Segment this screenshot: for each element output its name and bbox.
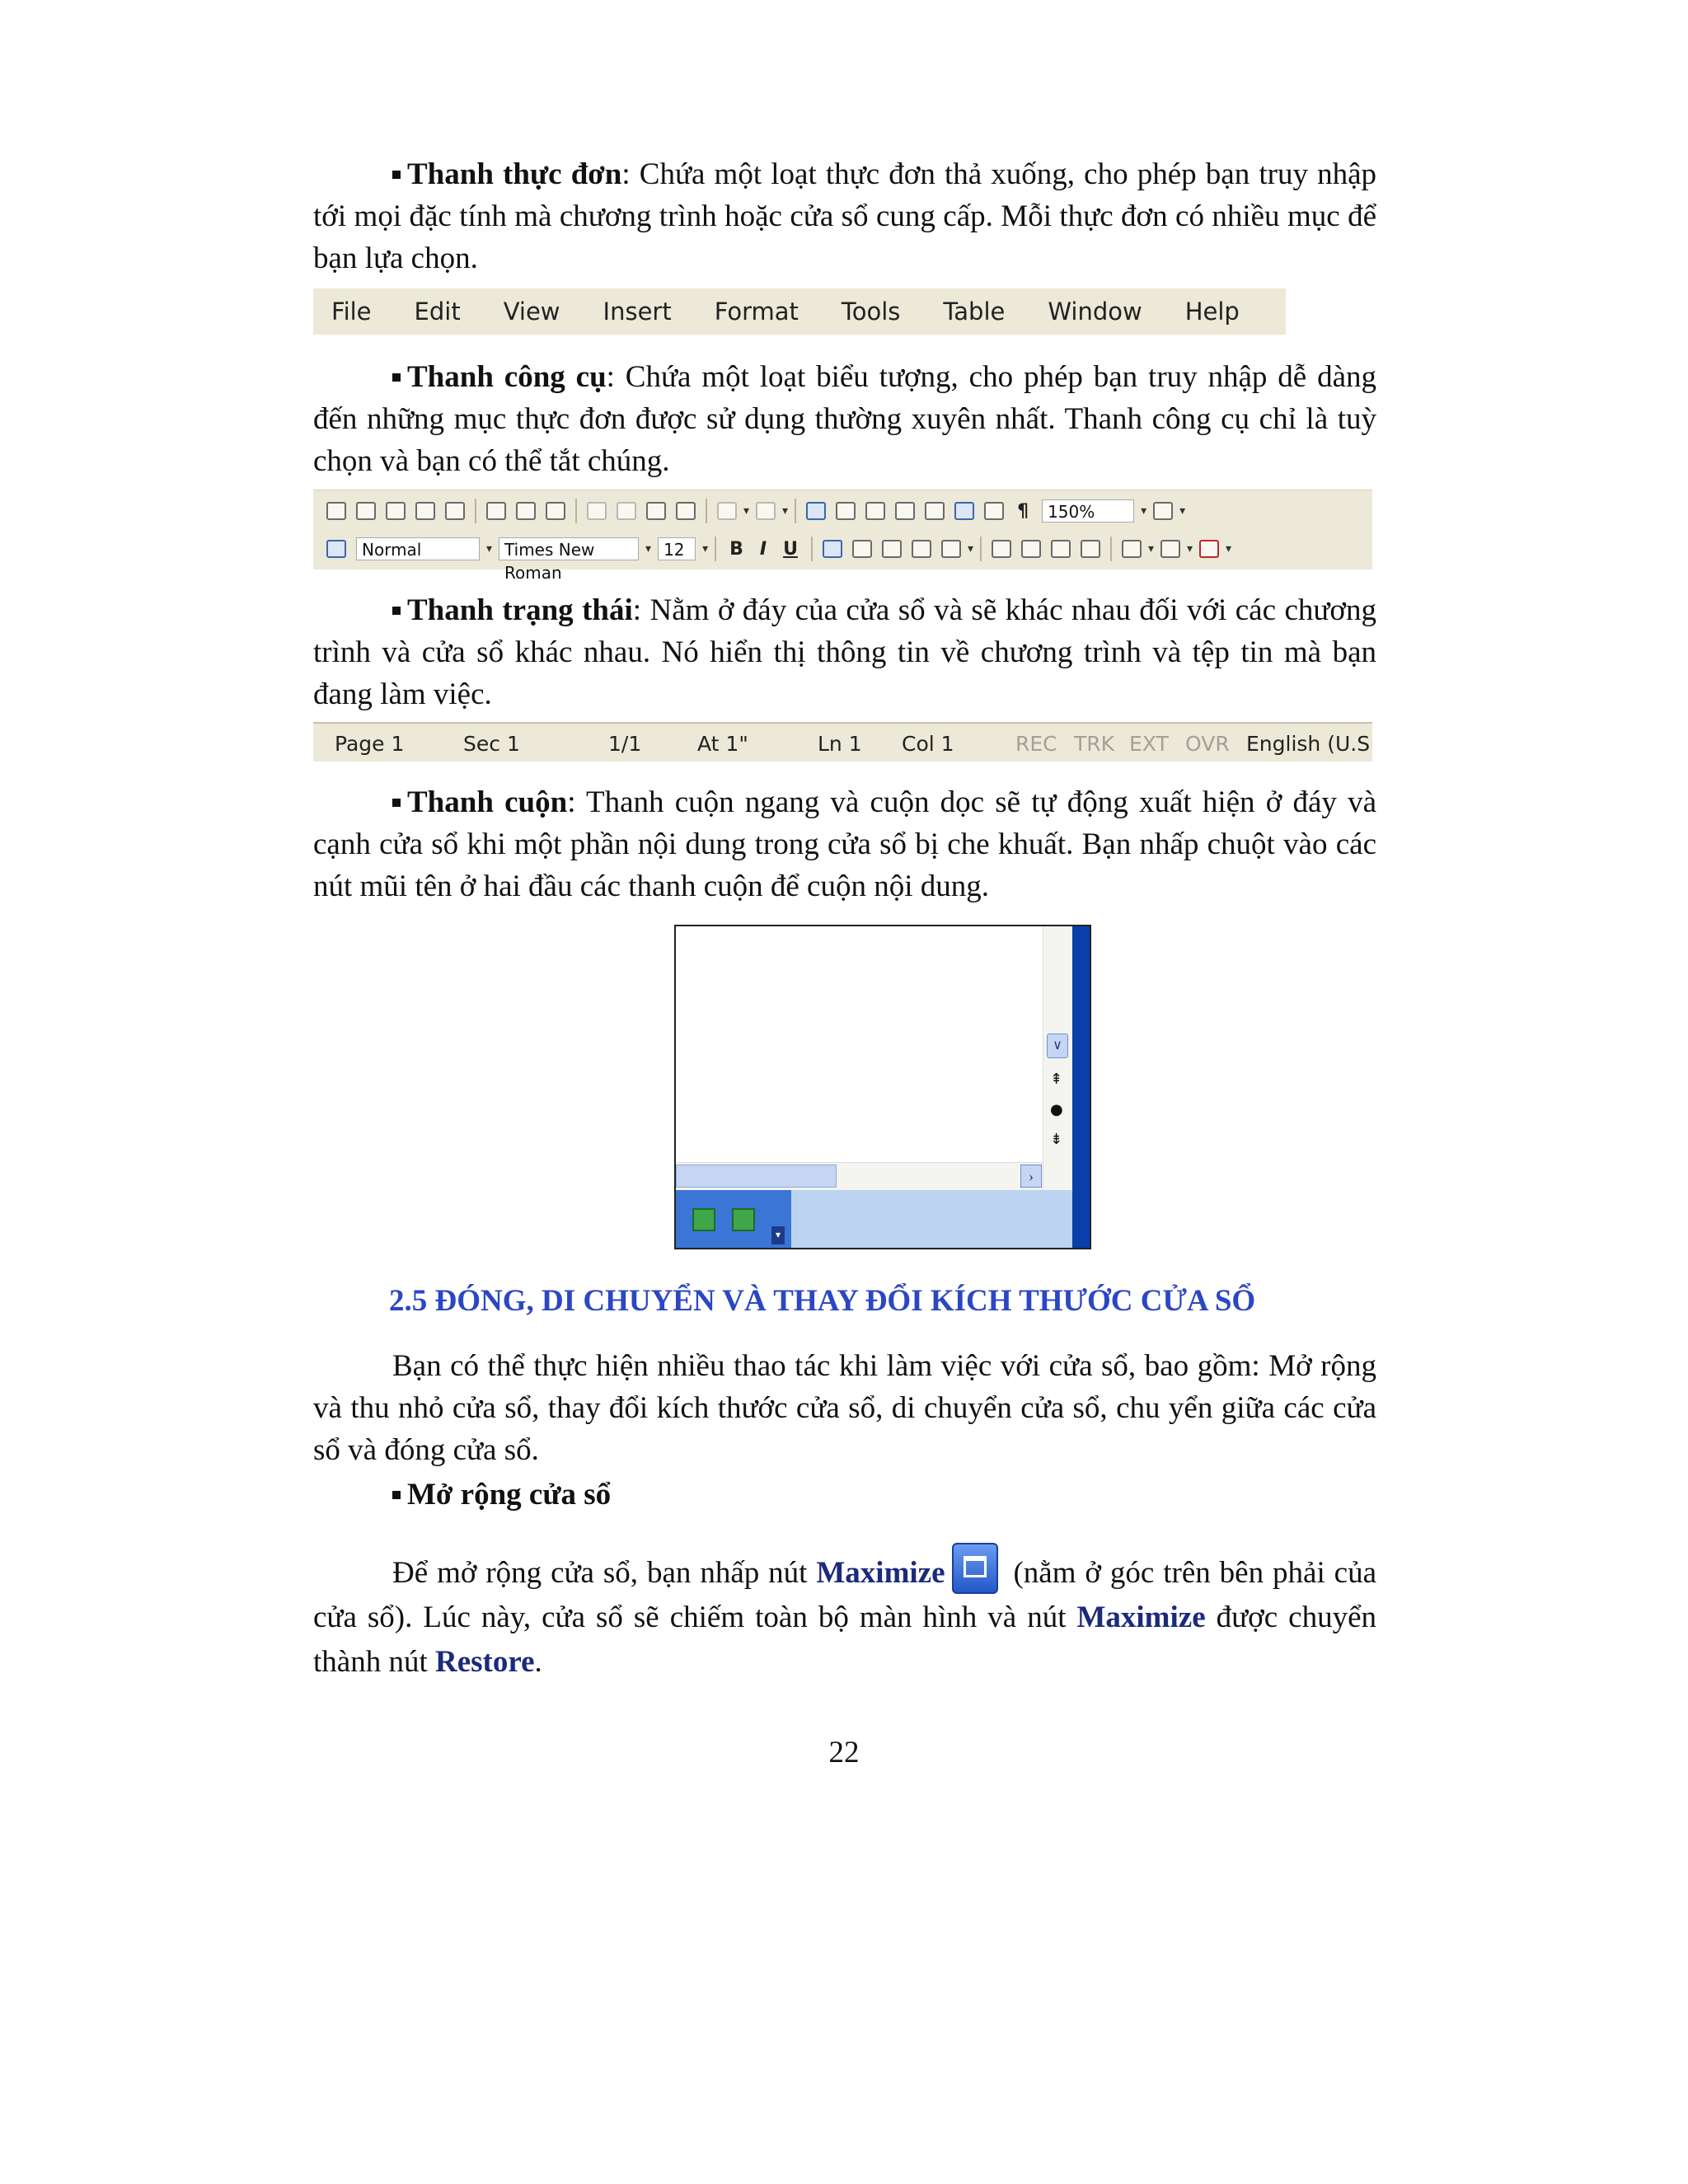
status-bar: [313, 722, 1372, 762]
status-at: At 1": [697, 732, 748, 756]
toolbar-separator: [475, 499, 476, 523]
term-scrollbar: Thanh cuộn: [407, 785, 568, 819]
web-layout-icon[interactable]: [732, 1208, 755, 1231]
window-border: [1072, 926, 1090, 1249]
print-icon[interactable]: [486, 502, 506, 520]
select-browse-object-icon[interactable]: ●: [1050, 1101, 1063, 1118]
decrease-indent-icon[interactable]: [1051, 540, 1071, 558]
status-page-count: 1/1: [608, 732, 642, 756]
vertical-scrollbar[interactable]: [1043, 926, 1073, 1190]
toolbar-separator: [980, 537, 982, 561]
zoom-dropdown-icon[interactable]: ▾: [1141, 504, 1147, 518]
paragraph-text: : Nằm ở đáy của cửa sổ và sẽ khác nhau đối với các chương trình và cửa sổ khác nhau. Nó hiển thị thông tin về chương trình và tệp tin mà bạn đang làm việc.: [313, 593, 1376, 711]
status-ovr[interactable]: OVR: [1185, 732, 1230, 756]
align-left-icon[interactable]: [823, 540, 842, 558]
bullet-icon: [392, 1491, 401, 1499]
copy-icon[interactable]: [617, 502, 636, 520]
numbering-icon[interactable]: [992, 540, 1011, 558]
term-statusbar: Thanh trạng thái: [407, 593, 633, 627]
bullets-icon[interactable]: [1021, 540, 1041, 558]
insert-excel-icon[interactable]: [895, 502, 915, 520]
formatting-toolbar-row: [313, 530, 1372, 583]
print-preview-icon[interactable]: [516, 502, 536, 520]
styles-formatting-icon[interactable]: [326, 540, 346, 558]
maximize-term: Maximize: [816, 1556, 945, 1590]
view-buttons-tray: [676, 1190, 791, 1249]
toolbar-separator: [706, 499, 707, 523]
maximize-paragraph: [313, 1543, 1376, 1685]
font-size-select[interactable]: 12: [658, 537, 696, 560]
drawing-icon[interactable]: [954, 502, 974, 520]
paste-icon[interactable]: [646, 502, 666, 520]
font-color-dropdown-icon[interactable]: ▾: [1226, 542, 1232, 555]
paragraph-text: được chuyển thành nút: [313, 1601, 1376, 1679]
bullet-icon: [392, 607, 401, 615]
undo-icon[interactable]: [717, 502, 737, 520]
spelling-icon[interactable]: [546, 502, 565, 520]
toolbar-options-icon[interactable]: ▾: [1179, 504, 1186, 518]
show-hide-pilcrow-icon[interactable]: ¶: [1017, 500, 1029, 522]
style-dropdown-icon[interactable]: ▾: [486, 542, 493, 555]
standard-formatting-toolbar: [313, 490, 1372, 583]
undo-dropdown-icon[interactable]: ▾: [743, 504, 750, 518]
drawing-bar: [676, 1190, 1072, 1249]
menu-item-table[interactable]: Table: [943, 298, 1006, 326]
status-trk[interactable]: TRK: [1074, 732, 1115, 756]
italic-button[interactable]: I: [759, 538, 767, 560]
underline-button[interactable]: U: [783, 538, 798, 560]
border-dropdown-icon[interactable]: ▾: [1147, 542, 1154, 555]
menu-item-file[interactable]: File: [331, 298, 372, 326]
menu-item-tools[interactable]: Tools: [841, 298, 901, 326]
status-ext[interactable]: EXT: [1129, 732, 1169, 756]
menu-item-format[interactable]: Format: [714, 298, 799, 326]
font-color-icon[interactable]: [1199, 540, 1219, 558]
paragraph-text: .: [534, 1645, 542, 1679]
scrollbar-screenshot: [674, 925, 1091, 1249]
paragraph-toolbar: [313, 356, 1376, 482]
toolbar-separator: [795, 499, 796, 523]
status-rec[interactable]: REC: [1015, 732, 1057, 756]
paragraph-menubar: [313, 153, 1376, 279]
intro-paragraph: Bạn có thể thực hiện nhiều thao tác khi làm việc với cửa sổ, bao gồm: Mở rộng và thu nhỏ cửa sổ, thay đổi kích thước cửa sổ, di chuyển cửa sổ, chu yển giữa các cửa sổ và đóng cửa sổ.: [313, 1349, 1376, 1467]
redo-icon[interactable]: [756, 502, 776, 520]
bullet-icon: [392, 799, 401, 807]
standard-toolbar-row: [313, 492, 1372, 530]
hyperlink-icon[interactable]: [806, 502, 826, 520]
bullet-icon: [392, 171, 401, 179]
paragraph-text: (nằm ở góc trên bên phải của cửa sổ). Lúc này, cửa sổ sẽ chiếm toàn bộ màn hình và nút: [313, 1556, 1376, 1634]
style-select[interactable]: Normal: [356, 537, 480, 560]
menu-bar: [313, 288, 1286, 335]
status-line: Ln 1: [818, 732, 862, 756]
line-spacing-dropdown-icon[interactable]: ▾: [967, 542, 973, 555]
menu-item-edit[interactable]: Edit: [414, 298, 461, 326]
maximize-term-2: Maximize: [1076, 1601, 1206, 1634]
maximize-icon: [952, 1543, 998, 1594]
term-menubar: Thanh thực đơn: [407, 157, 622, 191]
highlight-dropdown-icon[interactable]: ▾: [1187, 542, 1193, 555]
format-painter-icon[interactable]: [676, 502, 696, 520]
status-page: Page 1: [335, 732, 405, 756]
previous-page-icon[interactable]: ⇞: [1050, 1071, 1063, 1088]
status-language: English (U.S: [1246, 732, 1371, 756]
toolbar-separator: [811, 537, 813, 561]
insert-table-icon[interactable]: [865, 502, 885, 520]
status-section: Sec 1: [463, 732, 520, 756]
columns-icon[interactable]: [925, 502, 945, 520]
font-dropdown-icon[interactable]: ▾: [645, 542, 652, 555]
paragraph-scrollbar: [313, 781, 1376, 907]
menu-item-help[interactable]: Help: [1184, 298, 1240, 326]
align-right-icon[interactable]: [882, 540, 902, 558]
save-icon[interactable]: [386, 502, 406, 520]
restore-term: Restore: [434, 1645, 535, 1679]
page-number: 22: [828, 1736, 860, 1769]
paragraph-text: : Chứa một loạt biểu tượng, cho phép bạn truy nhập dễ dàng đến những mục thực đơn được sử dụng thường xuyên nhất. Thanh công cụ chỉ là tuỳ chọn và bạn có thể tắt chúng.: [313, 360, 1376, 478]
scroll-right-icon[interactable]: ›: [1020, 1165, 1042, 1188]
paragraph-text: : Chứa một loạt thực đơn thả xuống, cho phép bạn truy nhập tới mọi đặc tính mà chương trình hoặc cửa sổ cung cấp. Mỗi thực đơn có nhiều mục để bạn lựa chọn.: [313, 157, 1376, 275]
help-icon[interactable]: [1153, 502, 1173, 520]
paragraph-text: : Thanh cuộn ngang và cuộn dọc sẽ tự động xuất hiện ở đáy và cạnh cửa sổ khi một phần nội dung trong cửa sổ bị che khuất. Bạn nhấp chuột vào các nút mũi tên ở hai đầu các thanh cuộn để cuộn nội dung.: [313, 785, 1376, 903]
normal-view-icon[interactable]: [692, 1208, 715, 1231]
horizontal-scrollbar[interactable]: [676, 1162, 1043, 1191]
toolbar-separator: [1110, 537, 1112, 561]
align-center-icon[interactable]: [852, 540, 872, 558]
view-dropdown-icon[interactable]: ▾: [771, 1226, 785, 1244]
bold-button[interactable]: B: [729, 538, 743, 560]
tables-borders-icon[interactable]: [836, 502, 856, 520]
subheading-text: Mở rộng cửa sổ: [407, 1478, 612, 1511]
toolbar-separator: [715, 537, 716, 561]
horizontal-scroll-thumb[interactable]: [676, 1165, 837, 1188]
redo-dropdown-icon[interactable]: ▾: [782, 504, 789, 518]
new-document-icon[interactable]: [326, 502, 346, 520]
cut-icon[interactable]: [587, 502, 607, 520]
document-map-icon[interactable]: [984, 502, 1004, 520]
scroll-down-icon[interactable]: ∨: [1047, 1033, 1068, 1058]
justify-icon[interactable]: [912, 540, 931, 558]
menu-item-insert[interactable]: Insert: [603, 298, 672, 326]
increase-indent-icon[interactable]: [1081, 540, 1100, 558]
font-size-dropdown-icon[interactable]: ▾: [702, 542, 709, 555]
section-heading: 2.5 ĐÓNG, DI CHUYỂN VÀ THAY ĐỔI KÍCH THƯỚC CỬA SỔ: [389, 1284, 1256, 1318]
toolbar-separator: [575, 499, 577, 523]
paragraph-statusbar: [313, 589, 1376, 715]
font-select[interactable]: Times New Roman: [499, 537, 639, 560]
menu-item-window[interactable]: Window: [1048, 298, 1142, 326]
highlight-icon[interactable]: [1160, 540, 1180, 558]
zoom-select[interactable]: 150%: [1042, 499, 1134, 523]
research-icon[interactable]: [445, 502, 465, 520]
status-column: Col 1: [902, 732, 954, 756]
next-page-icon[interactable]: ⇟: [1050, 1131, 1063, 1148]
paragraph-text: Để mở rộng cửa sổ, bạn nhấp nút: [392, 1556, 817, 1590]
subheading-maximize: [313, 1477, 611, 1512]
menu-item-view[interactable]: View: [503, 298, 560, 326]
line-spacing-icon[interactable]: [941, 540, 961, 558]
border-icon[interactable]: [1122, 540, 1142, 558]
term-toolbar: Thanh công cụ: [407, 360, 607, 394]
open-folder-icon[interactable]: [356, 502, 376, 520]
bullet-icon: [392, 373, 401, 382]
permission-icon[interactable]: [415, 502, 435, 520]
